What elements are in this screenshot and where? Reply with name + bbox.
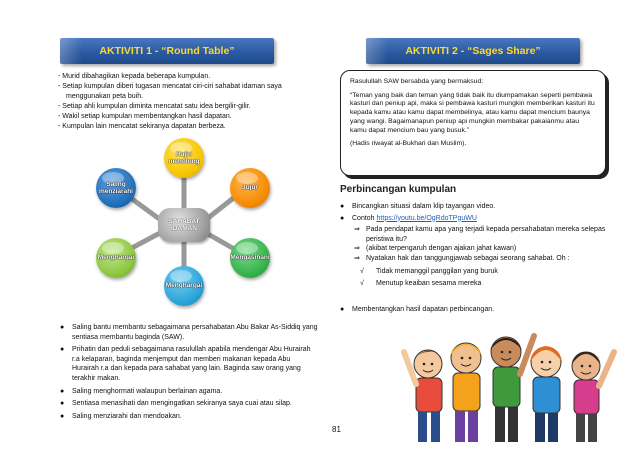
bubble-node-label: Saling menziarahi [99, 180, 133, 195]
activity-2-title: AKTIVITI 2 - “Sages Share” [405, 45, 541, 57]
activity-1-instructions [58, 72, 308, 133]
sub-item [354, 225, 610, 244]
sub-item-text: Pada pendapat kamu apa yang terjadi kepada persahabatan mereka selepas peristiwa itu? [366, 226, 606, 243]
list-item [60, 323, 318, 342]
arrow-icon: ⇒ [354, 245, 360, 253]
video-link[interactable]: https://youtu.be/OgRdoTPguWU [376, 214, 477, 222]
activity-1-banner [60, 38, 274, 64]
instruction-line: - Setiap ahli kumpulan diminta mencatat satu idea bergilir-gilir. [58, 103, 251, 111]
list-item-text: Saling bantu membantu sebagaimana persahabatan Abu Bakar As-Siddiq yang sentiasa membantu baginda (SAW). [72, 324, 318, 341]
list-item-text: Bincangkan situasi dalam klip tayangan video. [352, 203, 496, 210]
check-icon: √ [360, 280, 364, 288]
sub-item-text: (akibat terpengaruh dengan ajakan jahat kawan) [366, 245, 517, 253]
list-item [340, 214, 610, 224]
instruction-line: - Wakil setiap kumpulan membentangkan hasil dapatan. [58, 113, 232, 121]
bullet-icon: ● [340, 203, 345, 210]
bubble-node-top [164, 138, 204, 178]
list-item-text: Prihatin dan peduli sebagaimana rasulullah apabila mendengar Abu Hurairah r.a kelaparan, baginda menjemput dan memberi makanan kepada Abu Hurairah r.a dan kepada para sahabat yang lain. Baginda saw orang yang terakhir makan. [72, 346, 311, 382]
quote-text: “Teman yang baik dan teman yang tidak baik itu diumpamakan seperti pembawa kasturi dan peniup api, maka si pembawa kasturi mungkin memberikan kasturi itu kepada kamu atau kamu dapat membelinya, atau kamu dapat mencium baunya yang wangi. Bagaimanapun peniup api mungkin membakar pakaianmu atau kamu dapat mencium bau yang busuk.” [350, 91, 595, 134]
list-item-text: Saling menziarahi dan mendoakan. [72, 412, 182, 420]
activity-1-title: AKTIVITI 1 - “Round Table” [99, 45, 235, 57]
list-item [60, 387, 318, 397]
bubble-node-label: Menghargai [165, 282, 203, 290]
bullet-icon: ● [340, 306, 345, 313]
instruction-line: - Kumpulan lain mencatat sekiranya dapatan berbeza. [58, 123, 226, 131]
activity-2-banner [366, 38, 580, 64]
bubble-node-label: Rajin menolong [168, 150, 200, 165]
list-item [340, 202, 610, 212]
bullet-icon: ● [340, 214, 345, 222]
list-item-text: Membentangkan hasil dapatan perbincangan. [352, 306, 495, 313]
children-group-image [400, 322, 620, 448]
link-prefix: Contoh [352, 214, 377, 222]
quote-intro: Rasulullah SAW bersabda yang bermaksud: [350, 78, 484, 85]
list-item [60, 399, 318, 409]
bubble-node-top-left [96, 168, 136, 208]
discussion-list [340, 202, 610, 291]
sub-item [354, 254, 610, 264]
instruction-line: - Setiap kumpulan diberi tugasan mencatat ciri-ciri sahabat idaman saya [58, 83, 282, 91]
check-item-text: Tidak memanggil panggilan yang buruk [376, 267, 498, 275]
bullet-icon: ● [60, 387, 65, 395]
activity-1-bullets [60, 323, 318, 424]
list-item-text: Sentiasa menasihati dan mengingatkan sekiranya saya cuai atau silap. [72, 400, 292, 408]
bubble-node-bottom-right [230, 238, 270, 278]
bubble-node-bottom-left [96, 238, 136, 278]
instruction-line: menggunakan peta buih. [66, 93, 144, 101]
bubble-node-top-right [230, 168, 270, 208]
sub-item-text: Nyatakan hak dan tanggungjawab sebagai seorang sahabat. Oh : [366, 254, 570, 262]
bubble-node-bottom [164, 266, 204, 306]
list-item [340, 306, 494, 313]
list-item [60, 412, 318, 422]
check-icon: √ [360, 267, 364, 275]
bubble-node-label: Mengasihani [230, 254, 270, 262]
bubble-map-diagram [58, 138, 318, 308]
hub-label: SAHABAT IDAMAN [168, 217, 200, 232]
bullet-icon: ● [60, 412, 65, 420]
hadith-quote-box [340, 70, 606, 176]
arrow-icon: ⇒ [354, 226, 360, 234]
sub-item [354, 244, 610, 254]
children-illustration [400, 322, 620, 448]
instruction-line: - Murid dibahagikan kepada beberapa kumpulan. [58, 73, 211, 80]
check-item-text: Menutup keaiban sesama mereka [376, 280, 482, 288]
bubble-node-label: Jujur [242, 184, 258, 192]
check-item [360, 279, 610, 289]
bullet-icon: ● [60, 400, 65, 408]
bullet-icon: ● [60, 346, 65, 354]
quote-source: (Hadis riwayat al-Bukhari dan Muslim). [350, 140, 467, 148]
arrow-icon: ⇒ [354, 254, 360, 262]
bubble-map-hub [158, 208, 210, 242]
section-title: Perbincangan kumpulan [340, 184, 457, 195]
bubble-node-label: Menghargai [97, 254, 135, 262]
check-item [360, 267, 610, 277]
page-number: 81 [332, 425, 341, 434]
list-item [60, 345, 318, 383]
bullet-icon: ● [60, 324, 65, 331]
list-item-text [352, 214, 477, 224]
list-item-text: Saling menghormati walaupun berlainan agama. [72, 387, 223, 395]
